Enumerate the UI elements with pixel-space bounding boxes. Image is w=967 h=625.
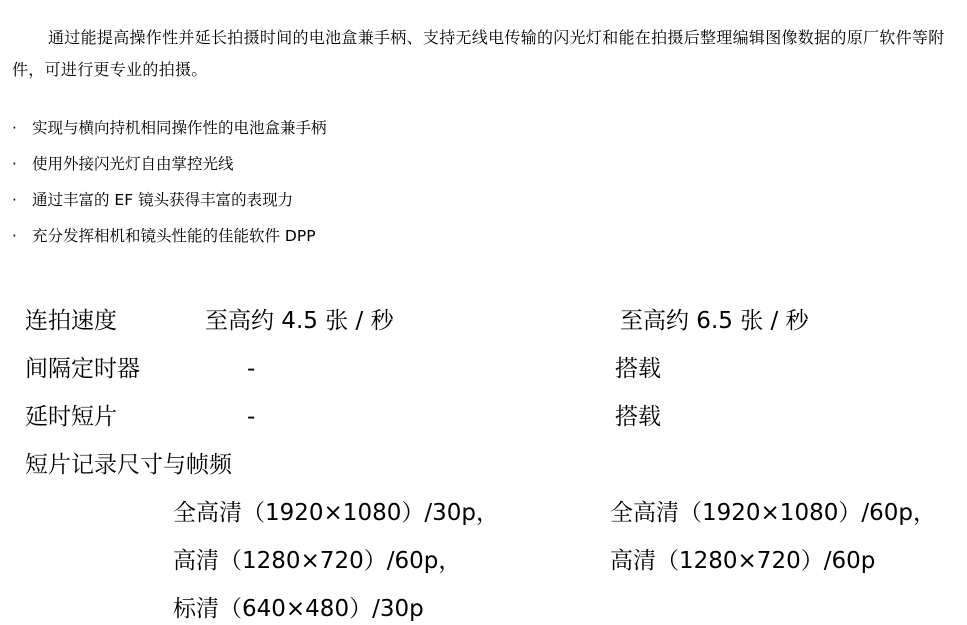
spec-value-left-movie-fullhd: 全高清（1920×1080）/30p， xyxy=(173,500,499,526)
spec-value-left-movie-hd: 高清（1280×720）/60p， xyxy=(173,548,462,574)
feature-text: 充分发挥相机和镜头性能的佳能软件 DPP xyxy=(32,227,316,245)
spec-value-left-timelapse: - xyxy=(247,404,256,430)
spec-label-timelapse: 延时短片 xyxy=(25,404,117,430)
bullet-marker: · xyxy=(12,191,17,209)
spec-label-movie: 短片记录尺寸与帧频 xyxy=(25,452,232,478)
bullet-marker: · xyxy=(12,155,17,173)
bullet-marker: · xyxy=(12,119,17,137)
spec-value-left-interval: - xyxy=(247,356,256,382)
spec-value-right-continuous: 至高约 6.5 张 / 秒 xyxy=(620,308,809,334)
spec-label-continuous: 连拍速度 xyxy=(25,308,117,334)
spec-value-left-continuous: 至高约 4.5 张 / 秒 xyxy=(205,308,394,334)
spec-value-right-movie-fullhd: 全高清（1920×1080）/60p， xyxy=(610,500,936,526)
spec-value-right-timelapse: 搭载 xyxy=(615,404,661,430)
intro-paragraph: 通过能提高操作性并延长拍摄时间的电池盒兼手柄、支持无线电传输的闪光灯和能在拍摄后整理编辑图像数据的原厂软件等附件，可进行更专业的拍摄。 xyxy=(12,28,945,79)
spec-value-right-movie-hd: 高清（1280×720）/60p xyxy=(610,548,876,574)
feature-text: 通过丰富的 EF 镜头获得丰富的表现力 xyxy=(32,191,294,209)
feature-text: 使用外接闪光灯自由掌控光线 xyxy=(32,155,234,173)
bullet-marker: · xyxy=(12,227,17,245)
feature-text: 实现与横向持机相同操作性的电池盒兼手柄 xyxy=(32,119,327,137)
spec-value-right-interval: 搭载 xyxy=(615,356,661,382)
spec-value-left-movie-sd: 标清（640×480）/30p xyxy=(173,596,424,622)
spec-label-interval: 间隔定时器 xyxy=(25,356,140,382)
